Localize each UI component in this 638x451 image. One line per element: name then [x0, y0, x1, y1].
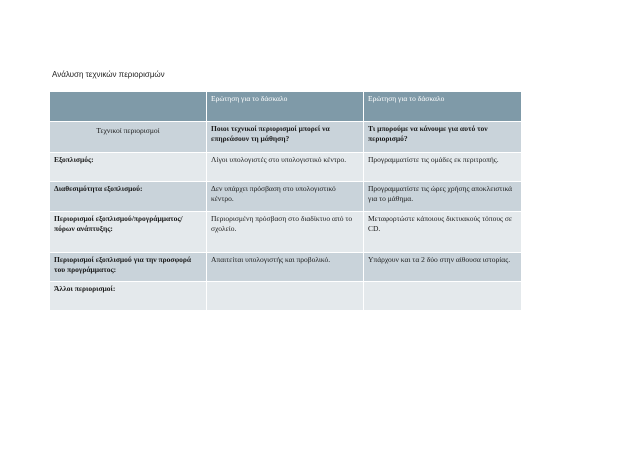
- table-row: [50, 182, 522, 212]
- table-row: [50, 253, 522, 282]
- subheader-what-can-we-do: Τι μπορούμε να κάνουμε για αυτό τον περιορισμό?: [364, 122, 522, 153]
- table-row: [50, 153, 522, 182]
- table-row: [50, 212, 522, 253]
- subheader-technical-constraints: Τεχνικοί περιορισμοί: [50, 122, 207, 153]
- header-cell-teacher-question-1: Ερώτηση για το δάσκαλο: [207, 92, 364, 122]
- table-cell: Προγραμματίστε τις ώρες χρήσης αποκλειστικά για το μάθημα.: [364, 182, 522, 212]
- table-cell: Προγραμματίστε τις ομάδες εκ περιτροπής.: [364, 153, 522, 182]
- table-header-row: [50, 92, 522, 122]
- row-label: Περιορισμοί εξοπλισμού για την προσφορά του προγράμματος:: [50, 253, 207, 282]
- table-cell: Περιορισμένη πρόσβαση στο διαδίκτυο από το σχολείο.: [207, 212, 364, 253]
- document-title: Ανάλυση τεχνικών περιορισμών: [52, 70, 165, 79]
- table-cell: [207, 282, 364, 311]
- header-cell-teacher-question-2: Ερώτηση για το δάσκαλο: [364, 92, 522, 122]
- row-label: Περιορισμοί εξοπλισμού/προγράμματος/πόρων ανάπτυξης:: [50, 212, 207, 253]
- table-cell: Υπάρχουν και τα 2 δύο στην αίθουσα ιστορίας.: [364, 253, 522, 282]
- table-cell: Λίγοι υπολογιστές στο υπολογιστικό κέντρο.: [207, 153, 364, 182]
- table-cell: [364, 282, 522, 311]
- subheader-which-constraints: Ποιοι τεχνικοί περιορισμοί μπορεί να επηρεάσουν τη μάθηση?: [207, 122, 364, 153]
- table-cell: Απαιτείται υπολογιστής και προβολικό.: [207, 253, 364, 282]
- table-row: [50, 122, 522, 153]
- header-cell-empty: [50, 92, 207, 122]
- row-label: Διαθεσιμότητα εξοπλισμού:: [50, 182, 207, 212]
- table-cell: Δεν υπάρχει πρόσβαση στο υπολογιστικό κέντρο.: [207, 182, 364, 212]
- row-label: Εξοπλισμός:: [50, 153, 207, 182]
- table-cell: Μεταφορτώστε κάποιους δικτυακούς τόπους σε CD.: [364, 212, 522, 253]
- table-row: [50, 282, 522, 311]
- constraints-table: [49, 91, 522, 311]
- row-label: Άλλοι περιορισμοί:: [50, 282, 207, 311]
